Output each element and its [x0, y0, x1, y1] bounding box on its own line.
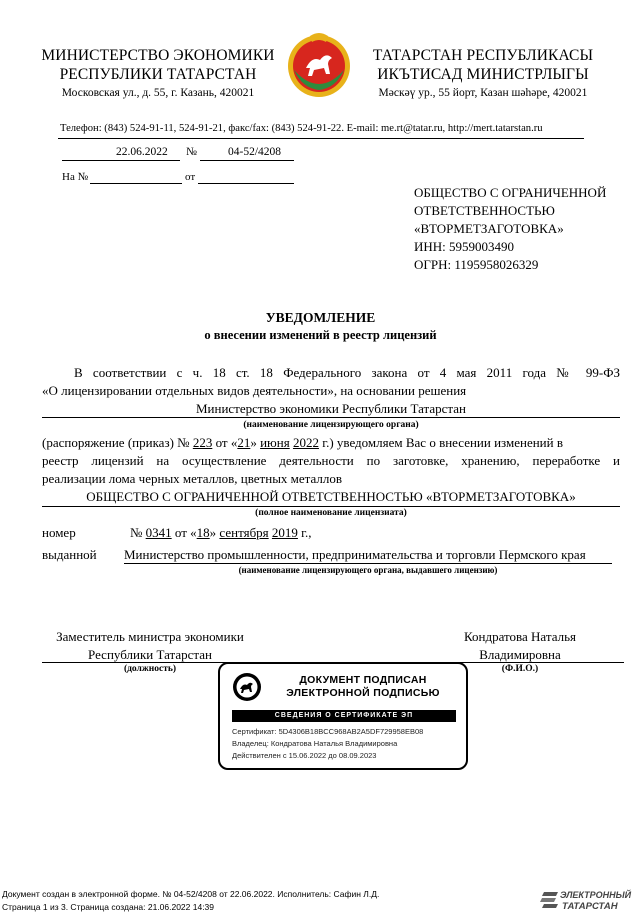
- licensee-name: ОБЩЕСТВО С ОГРАНИЧЕННОЙ ОТВЕТСТВЕННОСТЬЮ «ВТОРМЕТЗАГОТОВКА»: [86, 489, 576, 504]
- recipient-line2: ОТВЕТСТВЕННОСТЬЮ: [414, 203, 555, 218]
- logo-text-line2: ТАТАРСТАН: [562, 901, 618, 912]
- digital-signature-stamp: [218, 662, 468, 770]
- registration-number-sign: №: [186, 146, 197, 158]
- tatarstan-emblem-icon: [286, 30, 352, 100]
- order-suffix: г.) уведомляем Вас о внесении изменений в: [322, 435, 563, 450]
- licensee-caption: (полное наименование лицензиата): [255, 508, 407, 518]
- stamp-certificate-bar: СВЕДЕНИЯ О СЕРТИФИКАТЕ ЭП: [232, 710, 456, 722]
- recipient-inn: ИНН: 5959003490: [414, 239, 515, 254]
- licensee-underline: [42, 506, 620, 507]
- signer-position-line1: Заместитель министра экономики: [56, 629, 244, 644]
- stamp-owner: Владелец: Кондратова Наталья Владимировна: [232, 739, 398, 748]
- number-underline: [200, 160, 294, 161]
- stamp-title-line2: ЭЛЕКТРОННОЙ ПОДПИСЬЮ: [286, 687, 440, 699]
- ministry-address-ru: Московская ул., д. 55, г. Казань, 420021: [61, 87, 255, 99]
- license-number: 0341: [145, 525, 172, 540]
- license-sign: №: [130, 525, 143, 540]
- license-number-line: № 0341 от «18» сентября 2019 г.,: [130, 525, 312, 540]
- license-month: сентября: [219, 525, 269, 540]
- logo-stripes-icon: [540, 891, 558, 911]
- ministry-address-tt: Мәскәү ур., 55 йорт, Казан шәһәре, 420021: [378, 87, 588, 99]
- licensing-organ: Министерство экономики Республики Татарстан: [195, 401, 467, 416]
- stamp-title-line1: ДОКУМЕНТ ПОДПИСАН: [299, 674, 427, 686]
- name-caption: (Ф.И.О.): [501, 664, 539, 674]
- order-prefix: (распоряжение (приказ) №: [42, 435, 190, 450]
- order-year: 2022: [292, 435, 319, 450]
- order-day: 21: [237, 435, 251, 450]
- registration-number: 04-52/4208: [228, 146, 282, 158]
- body-para1-line1: В соответствии с ч. 18 ст. 18 Федерального закона от 4 мая 2011 года № 99-ФЗ: [74, 365, 620, 380]
- electronic-tatarstan-logo: [540, 889, 638, 915]
- stamp-validity: Действителен с 15.06.2022 до 08.09.2023: [232, 751, 377, 760]
- reference-date-line: [198, 183, 294, 184]
- reference-from: от: [185, 171, 196, 183]
- logo-text-line1: ЭЛЕКТРОННЫЙ: [560, 890, 632, 900]
- licensing-organ-caption: (наименование лицензирующего органа): [243, 420, 419, 430]
- order-number: 223: [192, 435, 213, 450]
- signer-position-line2: Республики Татарстан: [88, 647, 212, 662]
- license-number-label: номер: [42, 525, 76, 540]
- ministry-name-ru-line2: РЕСПУБЛИКИ ТАТАРСТАН: [59, 66, 257, 83]
- body-para2-line3: реализации лома черных металлов, цветных металлов: [42, 471, 343, 486]
- recipient-line1: ОБЩЕСТВО С ОГРАНИЧЕННОЙ: [414, 185, 607, 200]
- signer-name-line2: Владимировна: [479, 647, 561, 662]
- license-from: от «: [174, 525, 197, 540]
- reference-label: На №: [62, 171, 89, 183]
- order-month: июня: [260, 435, 290, 450]
- license-day: 18: [196, 525, 210, 540]
- footer-line1: Документ создан в электронной форме. № 04-52/4208 от 22.06.2022. Исполнитель: Сафин Л.Д.: [2, 889, 380, 899]
- body-para1-line2: «О лицензировании отдельных видов деятельности», на основании решения: [42, 383, 467, 398]
- issued-label: выданной: [42, 547, 97, 562]
- footer-line2: Страница 1 из 3. Страница создана: 21.06.2022 14:39: [2, 902, 215, 912]
- ministry-name-tt-line2: ИКЪТИСАД МИНИСТРЛЫГЫ: [377, 66, 589, 83]
- licensing-organ-underline: [42, 417, 620, 418]
- ministry-name-ru-line1: МИНИСТЕРСТВО ЭКОНОМИКИ: [41, 47, 275, 64]
- signer-name-line1: Кондратова Наталья: [464, 629, 576, 644]
- ministry-name-tt-line1: ТАТАРСТАН РЕСПУБЛИКАСЫ: [372, 47, 594, 64]
- document-subtitle: о внесении изменений в реестр лицензий: [204, 328, 437, 342]
- reference-number-line: [90, 183, 182, 184]
- body-para2-line2: реестр лицензий на осуществление деятельности по заготовке, хранению, переработке и: [42, 453, 620, 468]
- issued-by-underline: [124, 563, 612, 564]
- registration-date: 22.06.2022: [116, 146, 168, 158]
- order-from: от «: [215, 435, 238, 450]
- contacts-line: Телефон: (843) 524-91-11, 524-91-21, факс/fax: (843) 524-91-22. E-mail: me.rt@tatar.ru, http://mert.tatarstan.ru: [60, 123, 543, 134]
- issued-by: Министерство промышленности, предпринимательства и торговли Пермского края: [124, 547, 586, 562]
- recipient-ogrn: ОГРН: 1195958026329: [414, 257, 539, 272]
- license-year: 2019: [271, 525, 298, 540]
- order-line: (распоряжение (приказ) № 223 от «21» июня 2022 г.) уведомляем Вас о внесении изменений в: [42, 435, 563, 450]
- issued-by-caption: (наименование лицензирующего органа, выдавшего лицензию): [238, 565, 498, 575]
- header-divider: [58, 138, 584, 139]
- license-year-suffix: г.,: [301, 525, 312, 540]
- date-underline: [62, 160, 180, 161]
- tatarstan-emblem-small-icon: [232, 672, 262, 702]
- recipient-line3: «ВТОРМЕТЗАГОТОВКА»: [414, 221, 564, 236]
- stamp-certificate: Сертификат: 5D4306B18BCC968AB2A5DF729958EB08: [232, 727, 424, 736]
- position-caption: (должность): [123, 664, 177, 674]
- document-title: УВЕДОМЛЕНИЕ: [265, 310, 376, 325]
